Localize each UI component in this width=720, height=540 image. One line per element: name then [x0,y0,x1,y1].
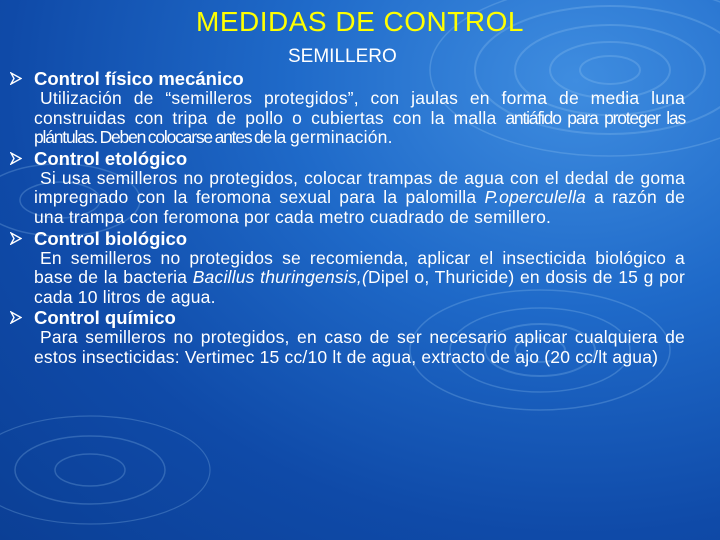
section-heading: Control químico [34,307,176,329]
section-body [10,89,685,148]
section-text: a razón de una trampa con feromona por cada metro cuadrado de semillero. [34,187,685,227]
section-text: Dipel o, Thuricide) en dosis de 15 g por cada 10 litros de agua. [34,267,685,307]
arrowhead-bullet-icon [10,152,22,165]
bullet-control-etologico [10,148,685,169]
section-body [10,249,685,308]
section-body [10,328,685,367]
bullet-control-fisico-mecanico [10,68,685,89]
arrowhead-bullet-icon [10,232,22,245]
arrowhead-bullet-icon [10,72,22,85]
slide-content [10,68,685,368]
section-text: En semilleros no protegidos se recomienda, aplicar el insecticida biológico a base de la bacteria [34,247,685,288]
arrowhead-bullet-icon [10,311,22,324]
section-text: antiáfido para proteger las plántulas. Deben colocarse antes de la [34,107,685,148]
section-text: Utilización de “semilleros protegidos”, con jaulas en forma de media luna construidas con tripa de pollo o cubiertas con la malla [34,88,685,128]
slide-subtitle: SEMILLERO [288,46,397,67]
bullet-control-quimico [10,307,685,328]
slide-title: MEDIDAS DE CONTROL [196,6,524,37]
section-text: germinación. [285,127,393,148]
section-heading: Control biológico [34,227,188,249]
section-heading: Control etológico [34,147,188,169]
section-text: Si usa semilleros no protegidos, colocar trampas de agua con el dedal de goma impregnado con la feromona sexual para la palomilla [34,167,685,208]
species-name: Bacillus thuringensis,( [192,267,368,288]
section-body [10,169,685,228]
section-heading: Control físico mecánico [34,68,244,89]
bullet-control-biologico [10,228,685,249]
section-text: Para semilleros no protegidos, en caso de ser necesario aplicar cualquiera de estos insecticidas: Vertimec 15 cc/10 lt de agua, extracto de ajo (20 cc/lt agua) [34,327,685,367]
species-name: P.operculella [484,187,586,208]
